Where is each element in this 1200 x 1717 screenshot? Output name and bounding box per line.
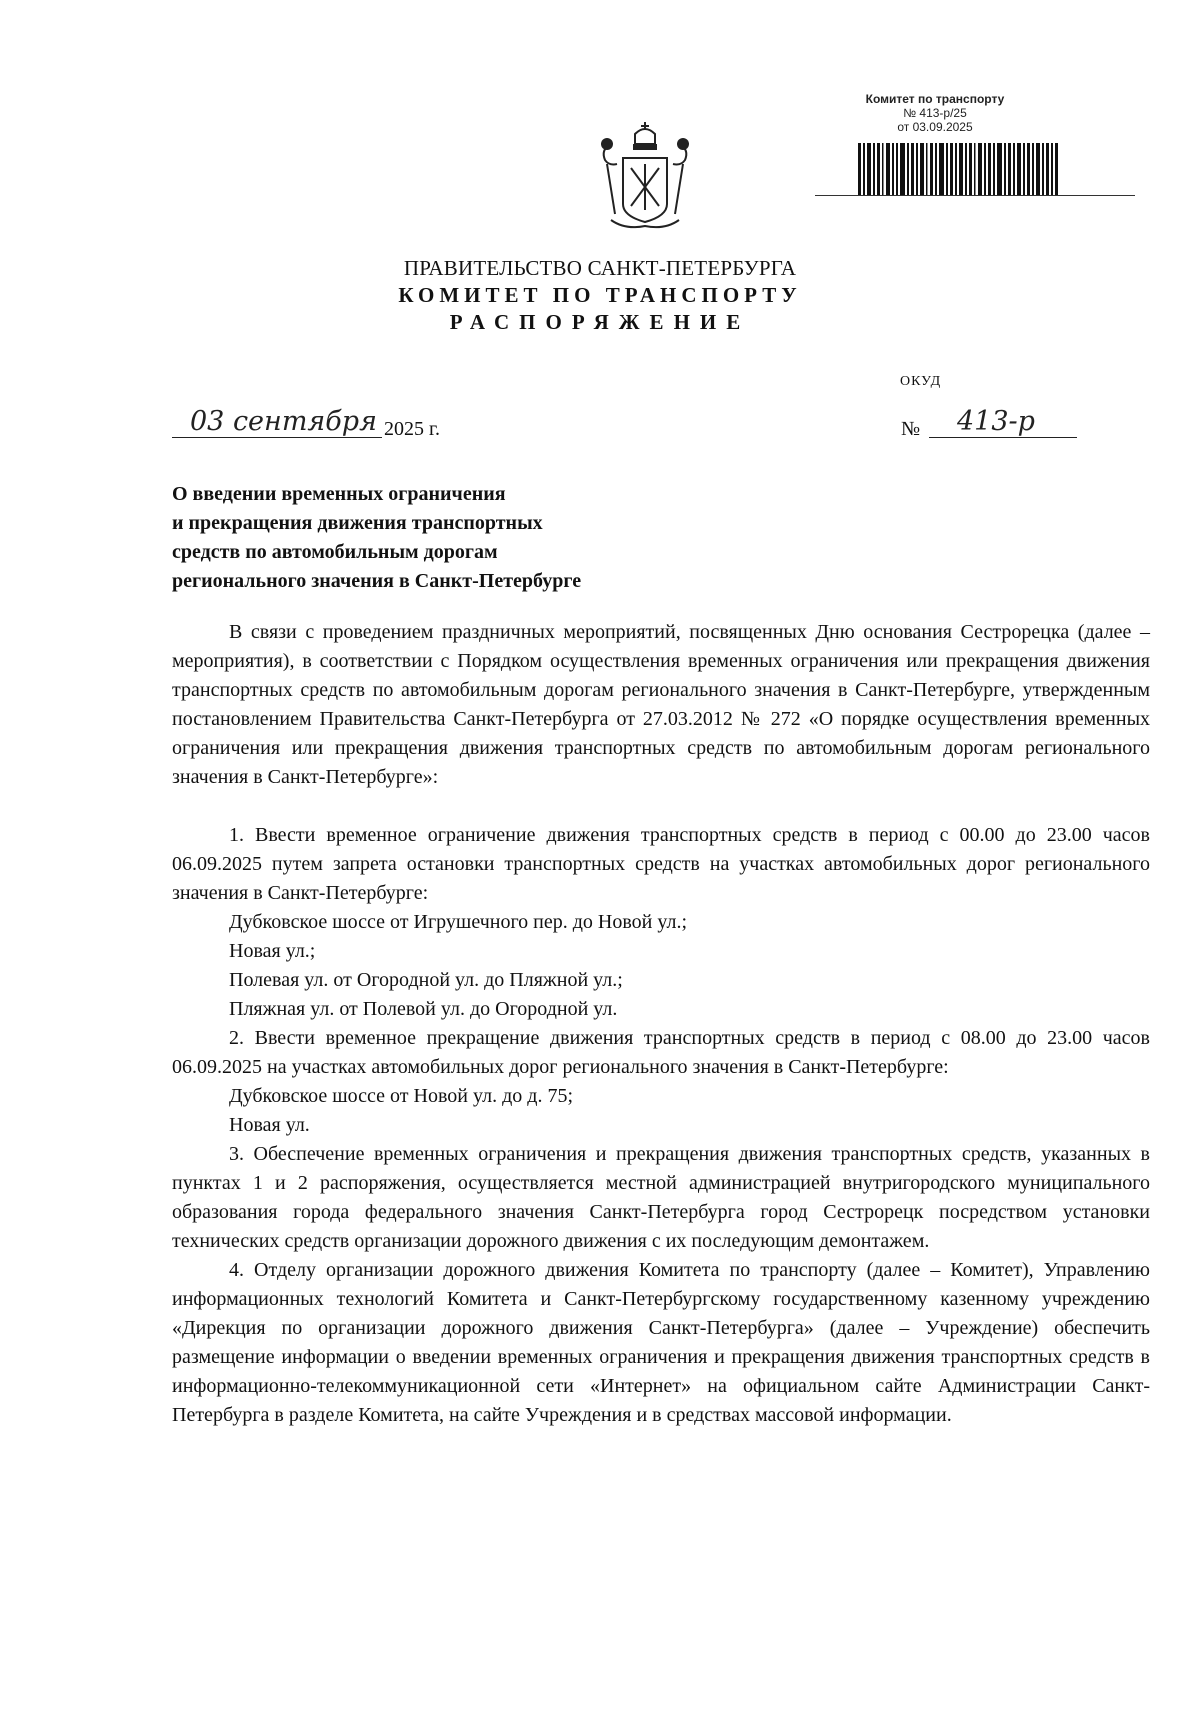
coat-of-arms-emblem: [595, 120, 695, 232]
government-title: ПРАВИТЕЛЬСТВО САНКТ-ПЕТЕРБУРГА: [403, 256, 797, 280]
subject-line: О введении временных ограничения: [172, 483, 506, 505]
subject-line: регионального значения в Санкт-Петербурге: [172, 570, 582, 592]
paragraph-3: 3. Обеспечение временных ограничения и прекращения движения транспортных средств, указанных в пунктах 1 и 2 распоряжения, осуществляется местной администрацией внутригородского муниципального образования города федерального значения Санкт-Петербурга город Сестрорецк посредством установки технических средств организации дорожного движения с их последующим демонтажем.: [172, 1143, 1150, 1252]
barcode: [858, 143, 1058, 195]
subject-line: и прекращения движения транспортных: [172, 512, 543, 534]
preamble-paragraph: В связи с проведением праздничных мероприятий, посвященных Дню основания Сестрорецка (далее – мероприятия), в соответствии с Порядком осуществления временных ограничения или прекращения движения транспортных средств по автомобильным дорогам регионального значения в Санкт-Петербурге, утвержденным постановлением Правительства Санкт-Петербурга от 27.03.2012 № 272 «О порядке осуществления временных ограничения или прекращения движения транспортных средств по автомобильным дорогам регионального значения в Санкт-Петербурге»:: [172, 621, 1150, 788]
number-sign: №: [901, 418, 921, 440]
paragraph-4: 4. Отделу организации дорожного движения Комитета по транспорту (далее – Комитет), Управлению информационных технологий Комитета и Санкт-Петербургскому государственному казенному учреждению «Дирекция по организации дорожного движения Санкт-Петербурга» (далее – Учреждение) обеспечить размещение информации о введении временных ограничения и прекращения движения транспортных средств в информационно-телекоммуникационной сети «Интернет» на официальном сайте Администрации Санкт-Петербурга в разделе Комитета, на сайте Учреждения и в средствах массовой информации.: [172, 1259, 1150, 1426]
road-section-item: Новая ул.: [229, 1114, 310, 1136]
road-section-item: Новая ул.;: [229, 940, 316, 962]
stamp-committee: Комитет по транспорту: [865, 92, 1005, 106]
committee-title: КОМИТЕТ ПО ТРАНСПОРТУ: [398, 283, 802, 307]
document-header: [0, 255, 1200, 336]
road-section-item: Пляжная ул. от Полевой ул. до Огородной ул.: [229, 998, 618, 1020]
document-body: [172, 618, 1150, 1430]
registration-stamp: [810, 92, 1060, 134]
document-subject: [172, 480, 692, 596]
stamp-date: от 03.09.2025: [897, 120, 973, 134]
handwritten-date: 03 сентября: [172, 406, 382, 438]
road-section-item: Полевая ул. от Огородной ул. до Пляжной ул.;: [229, 969, 623, 991]
stamp-number: № 413-р/25: [903, 106, 967, 120]
handwritten-number: 413-р: [929, 406, 1077, 438]
road-section-item: Дубковское шоссе от Новой ул. до д. 75;: [229, 1085, 573, 1107]
paragraph-2: 2. Ввести временное прекращение движения транспортных средств в период с 08.00 до 23.00 часов 06.09.2025 на участках автомобильных дорог регионального значения в Санкт-Петербурге:: [172, 1027, 1150, 1078]
document-type: РАСПОРЯЖЕНИЕ: [449, 310, 751, 334]
date-year: 2025 г.: [384, 418, 440, 440]
stamp-underline: [815, 195, 1135, 196]
road-section-item: Дубковское шоссе от Игрушечного пер. до Новой ул.;: [229, 911, 688, 933]
paragraph-1: 1. Ввести временное ограничение движения транспортных средств в период с 00.00 до 23.00 часов 06.09.2025 путем запрета остановки транспортных средств на участках автомобильных дорог регионального значения в Санкт-Петербурге:: [172, 824, 1150, 904]
subject-line: средств по автомобильным дорогам: [172, 541, 498, 563]
okud-label: ОКУД: [900, 374, 942, 389]
